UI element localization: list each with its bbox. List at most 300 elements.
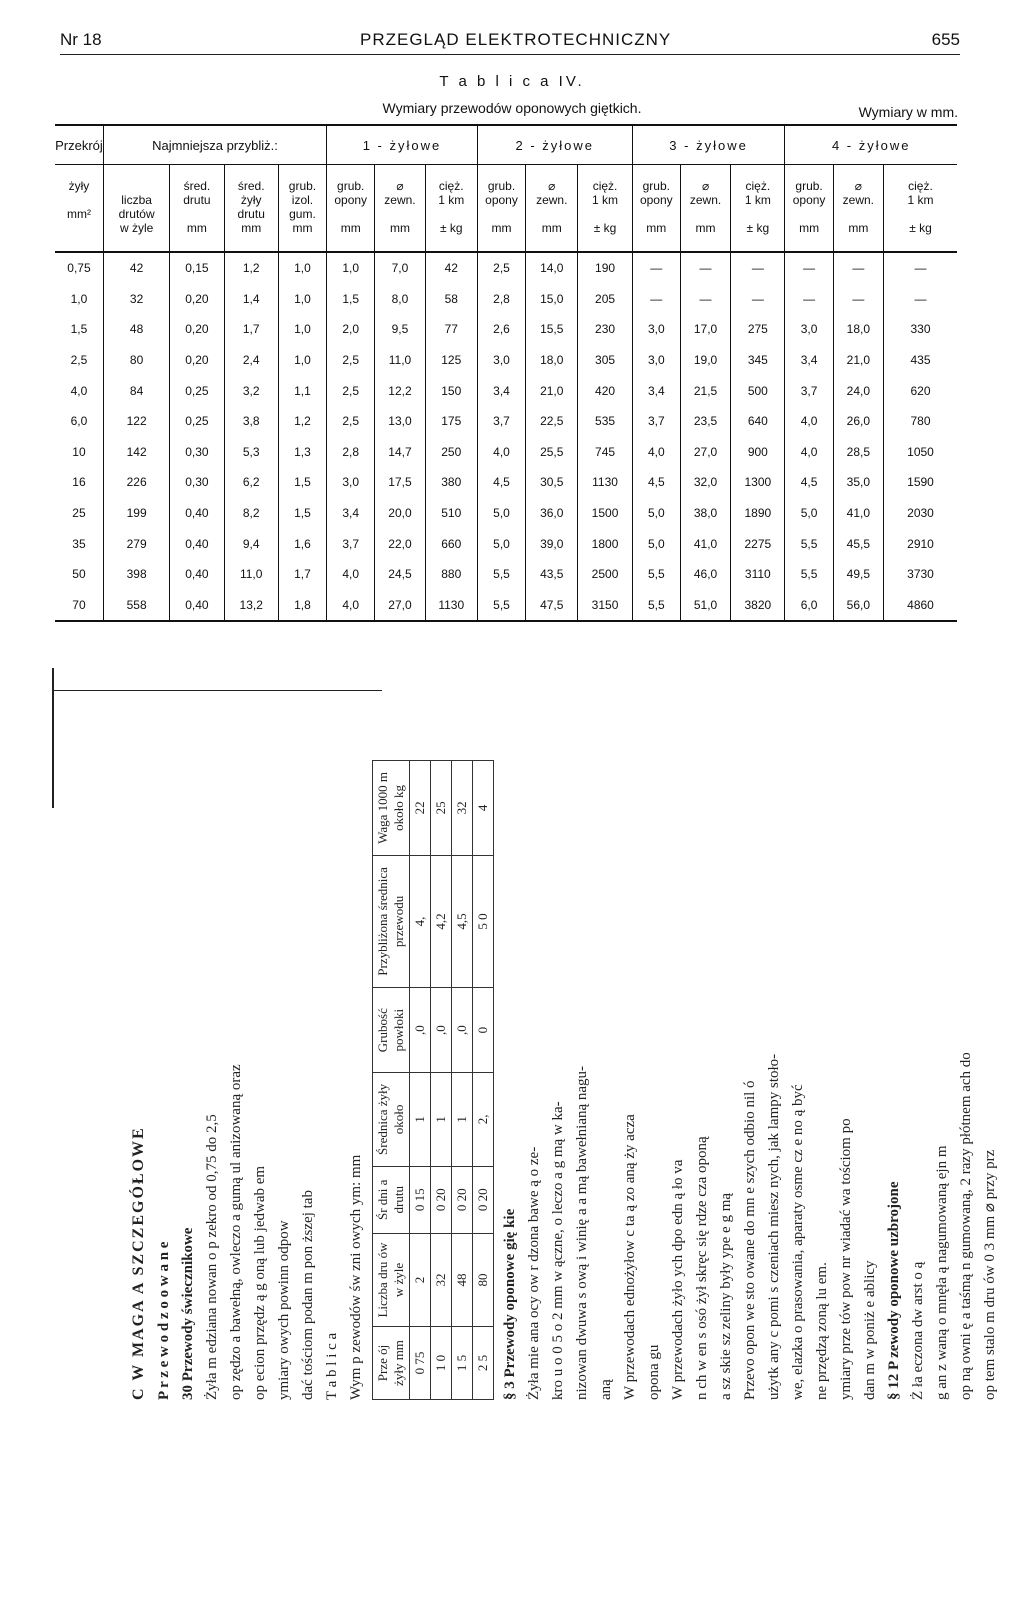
paragraph-line: Przevo opon we sto owane do mn e szych odbio nil ó xyxy=(742,1080,758,1400)
table-cell: 6,0 xyxy=(70,414,88,429)
table-cell: 3150 xyxy=(578,590,632,622)
table-cell: 1,0 xyxy=(70,291,88,306)
mini-table-cell: 0 xyxy=(473,988,494,1073)
table-cell: 4,0 xyxy=(70,383,88,398)
paragraph-line: ymiary prze tów pow nr wiadać wa tościom po xyxy=(838,1118,854,1400)
table-cell: 8,0 xyxy=(375,284,425,315)
table-cell: — xyxy=(731,252,785,284)
table-cell: 1590 xyxy=(883,467,957,498)
table-cell: 46,0 xyxy=(680,559,730,590)
table-cell: 3110 xyxy=(731,559,785,590)
table-cell: 25,5 xyxy=(526,437,578,468)
mini-table-cell: 0 20 xyxy=(452,1166,473,1233)
mini-header-cell: Śr dni a drutu xyxy=(373,1166,410,1233)
col-1-ciez: cięż. 1 km ± kg xyxy=(425,165,477,253)
table-cell: 24,0 xyxy=(833,375,883,406)
table-cell: 3,4 xyxy=(327,498,375,529)
table-row xyxy=(55,559,957,590)
table-cell: 5,0 xyxy=(632,528,680,559)
paragraph-line: a sz skie sz zeliny były ype e g mą xyxy=(718,1192,734,1400)
col-4-ciez: cięż. 1 km ± kg xyxy=(883,165,957,253)
three-core-header: 3 - żyłowe xyxy=(632,125,785,165)
table-cell: 3,4 xyxy=(785,345,833,376)
paragraph-line: Ż ła eczona dw arst o ą xyxy=(910,1261,926,1400)
mini-table-row xyxy=(452,761,473,1400)
mini-table-cell: 0 20 xyxy=(473,1166,494,1233)
table-cell: 36,0 xyxy=(526,498,578,529)
table-cell: 4,0 xyxy=(785,406,833,437)
table-cell: 398 xyxy=(103,559,169,590)
mini-table-cell: 5 0 xyxy=(473,855,494,987)
table-cell: — xyxy=(680,252,730,284)
table-cell: 640 xyxy=(731,406,785,437)
mini-table-row xyxy=(473,761,494,1400)
table-row xyxy=(55,528,957,559)
table-cell: 2,5 xyxy=(327,375,375,406)
table-cell: 0,15 xyxy=(170,252,224,284)
paragraph-line: ne przędzą zoną lu em. xyxy=(814,1262,830,1400)
table-cell: 226 xyxy=(103,467,169,498)
table-cell: — xyxy=(680,284,730,315)
four-core-header: 4 - żyłowe xyxy=(785,125,957,165)
table-cell: 510 xyxy=(425,498,477,529)
paragraph-line: op zędzo a bawełną, owleczo a gumą ul anizowaną oraz xyxy=(228,1064,244,1400)
mini-table-cell: 2 5 xyxy=(473,1327,494,1400)
table-row xyxy=(55,467,957,498)
table-cell: 275 xyxy=(731,314,785,345)
table-cell: 42 xyxy=(425,252,477,284)
table-cell: 250 xyxy=(425,437,477,468)
mini-table xyxy=(372,760,494,1400)
table-cell: 2030 xyxy=(883,498,957,529)
table-cell: 3,0 xyxy=(477,345,525,376)
table-cell: 3,0 xyxy=(632,314,680,345)
table-cell: 1130 xyxy=(578,467,632,498)
table-cell: 28,5 xyxy=(833,437,883,468)
table-cell: 380 xyxy=(425,467,477,498)
mini-table-cell: 4,2 xyxy=(431,855,452,987)
table-cell: 2,5 xyxy=(327,345,375,376)
mini-table-cell: 25 xyxy=(431,761,452,856)
table-cell: 21,0 xyxy=(833,345,883,376)
paragraph-line: W przewodach ednożyłow c ta ą zo aną ży acza xyxy=(622,1114,638,1400)
table-cell: 4,0 xyxy=(632,437,680,468)
table-cell: 5,0 xyxy=(477,498,525,529)
table-cell: 2,5 xyxy=(327,406,375,437)
table-cell: 24,5 xyxy=(375,559,425,590)
table-cell: 1,7 xyxy=(224,314,278,345)
table-cell: 20,0 xyxy=(375,498,425,529)
journal-title: PRZEGLĄD ELEKTROTECHNICZNY xyxy=(360,30,672,49)
table-cell: 10 xyxy=(72,444,86,459)
table-cell: 58 xyxy=(425,284,477,315)
mini-header-cell: Liczba dru ów w żyle xyxy=(373,1233,410,1326)
mini-table-cell: 1 xyxy=(431,1073,452,1166)
table-cell: 19,0 xyxy=(680,345,730,376)
table-cell: 50 xyxy=(72,567,86,582)
table-row xyxy=(55,375,957,406)
mini-table-cell: 0 15 xyxy=(410,1166,431,1233)
table-cell: 305 xyxy=(578,345,632,376)
mini-table-cell: 1 5 xyxy=(452,1327,473,1400)
top-rule xyxy=(52,690,382,691)
page-issue-number: Nr 18 xyxy=(60,30,102,49)
najmniejsza-header: Najmniejsza przybliż.: xyxy=(103,125,326,165)
col-2-ciez: cięż. 1 km ± kg xyxy=(578,165,632,253)
table-cell: 0,30 xyxy=(170,437,224,468)
table-cell: — xyxy=(731,284,785,315)
paragraph-line: opona gu xyxy=(646,1344,662,1400)
table-cell: 125 xyxy=(425,345,477,376)
table-cell: 0,20 xyxy=(170,345,224,376)
mini-table-cell: 0 75 xyxy=(410,1327,431,1400)
table-cell: 2,6 xyxy=(477,314,525,345)
table-cell: 3,7 xyxy=(477,406,525,437)
table-cell: 230 xyxy=(578,314,632,345)
table-cell: 4,0 xyxy=(327,559,375,590)
table-cell: 14,0 xyxy=(526,252,578,284)
table-cell: 0,40 xyxy=(170,498,224,529)
mini-table-cell: ,0 xyxy=(410,988,431,1073)
table-cell: 18,0 xyxy=(833,314,883,345)
col-3-ciez: cięż. 1 km ± kg xyxy=(731,165,785,253)
table-cell: 4,0 xyxy=(477,437,525,468)
mini-header-cell: Waga 1000 m około kg xyxy=(373,761,410,856)
table-cell: — xyxy=(632,284,680,315)
rotated-text-block xyxy=(130,760,998,1600)
col-3-grub-opony: grub. opony mm xyxy=(632,165,680,253)
table-row xyxy=(55,406,957,437)
table-row xyxy=(55,252,957,284)
col-2-grub-opony: grub. opony mm xyxy=(477,165,525,253)
table-cell: 3820 xyxy=(731,590,785,622)
paragraph-line: n ch w en s osó żył skręc się rdze cza oponą xyxy=(694,1136,710,1400)
table-cell: 49,5 xyxy=(833,559,883,590)
table-cell: 2,8 xyxy=(327,437,375,468)
table-cell: 1,5 xyxy=(327,284,375,315)
table-cell: 0,20 xyxy=(170,284,224,315)
table-cell: 2910 xyxy=(883,528,957,559)
table-cell: 1,0 xyxy=(278,345,326,376)
table-cell: 0,40 xyxy=(170,559,224,590)
paragraph-line: dan m w poniż e ablicy xyxy=(862,1260,878,1400)
table-cell: 345 xyxy=(731,345,785,376)
table-cell: 0,40 xyxy=(170,528,224,559)
table-cell: 38,0 xyxy=(680,498,730,529)
table-cell: 1,2 xyxy=(278,406,326,437)
mini-table-cell: 0 20 xyxy=(431,1166,452,1233)
table-cell: 42 xyxy=(103,252,169,284)
table-cell: 1,8 xyxy=(278,590,326,622)
table-cell: 26,0 xyxy=(833,406,883,437)
table-row xyxy=(55,345,957,376)
table-cell: 745 xyxy=(578,437,632,468)
mini-table-caption: T a b l i c a xyxy=(324,1332,340,1400)
table-cell: 4,5 xyxy=(632,467,680,498)
table-cell: 3,0 xyxy=(327,467,375,498)
paragraph-line: we, elazka o prasowania, aparaty osme cz e no ą być xyxy=(790,1084,806,1400)
units-note: Wymiary w mm. xyxy=(858,104,958,120)
table-cell: 23,5 xyxy=(680,406,730,437)
table-cell: 3,8 xyxy=(224,406,278,437)
table-cell: 1,0 xyxy=(278,314,326,345)
section-3-heading: § 3 Przewody oponowe gię kie xyxy=(502,1208,518,1400)
paragraph-line: nizowan dwuwa s ową i winię a a mą bawełnianą nagu- xyxy=(574,1065,590,1400)
table-cell: 1,0 xyxy=(278,284,326,315)
table-cell: 1,5 xyxy=(70,322,88,337)
table-cell: — xyxy=(785,284,833,315)
cable-dimensions-table xyxy=(55,124,957,622)
table-cell: 500 xyxy=(731,375,785,406)
rotated-title: C W MAGA A SZCZEGÓŁOWE xyxy=(130,1126,147,1400)
table-cell: 35,0 xyxy=(833,467,883,498)
mini-table-cell: 1 xyxy=(452,1073,473,1166)
mini-header-cell: Średnica żyły około xyxy=(373,1073,410,1166)
col-przekroj: żyły mm² xyxy=(55,165,103,253)
mini-header-cell: Prze ój żyły mm xyxy=(373,1327,410,1400)
table-cell: 1,0 xyxy=(327,252,375,284)
paragraph-line: W przewodach żyło ych dpo edn ą ło va xyxy=(670,1159,686,1400)
col-liczba-drutow: liczba drutów w żyle xyxy=(103,165,169,253)
mini-table-cell: 4 xyxy=(473,761,494,856)
left-margin-rule xyxy=(52,668,54,808)
table-cell: 15,5 xyxy=(526,314,578,345)
table-cell: 6,0 xyxy=(785,590,833,622)
col-sred-drutu: śred. drutu mm xyxy=(170,165,224,253)
table-cell: 2,5 xyxy=(70,353,88,368)
table-cell: 330 xyxy=(883,314,957,345)
mini-header-cell: Grubość powłoki xyxy=(373,988,410,1073)
two-core-header: 2 - żyłowe xyxy=(477,125,632,165)
table-cell: 620 xyxy=(883,375,957,406)
table-cell: 48 xyxy=(103,314,169,345)
mini-table-cell: 4, xyxy=(410,855,431,987)
table-cell: — xyxy=(883,284,957,315)
table-cell: 25 xyxy=(72,506,86,521)
table-cell: 660 xyxy=(425,528,477,559)
one-core-header: 1 - żyłowe xyxy=(327,125,478,165)
table-cell: 1500 xyxy=(578,498,632,529)
table-cell: 1,0 xyxy=(278,252,326,284)
table-cell: 1300 xyxy=(731,467,785,498)
column-header-row xyxy=(55,165,957,253)
table-cell: 880 xyxy=(425,559,477,590)
table-cell: 4,5 xyxy=(785,467,833,498)
table-cell: 18,0 xyxy=(526,345,578,376)
table-cell: 2,5 xyxy=(477,252,525,284)
table-cell: 22,0 xyxy=(375,528,425,559)
paragraph-line: op ecion przędz ą g oną lub jedwab em xyxy=(252,1165,268,1400)
table-cell: 1,6 xyxy=(278,528,326,559)
table-cell: 9,4 xyxy=(224,528,278,559)
table-cell: 535 xyxy=(578,406,632,437)
col-4-fi-zewn: ⌀ zewn. mm xyxy=(833,165,883,253)
table-cell: 21,0 xyxy=(526,375,578,406)
table-cell: 3,7 xyxy=(632,406,680,437)
table-cell: 9,5 xyxy=(375,314,425,345)
table-cell: 900 xyxy=(731,437,785,468)
mini-table-cell: 22 xyxy=(410,761,431,856)
col-1-fi-zewn: ⌀ zewn. mm xyxy=(375,165,425,253)
table-cell: 4,0 xyxy=(327,590,375,622)
table-cell: 2500 xyxy=(578,559,632,590)
table-cell: — xyxy=(785,252,833,284)
col-4-grub-opony: grub. opony mm xyxy=(785,165,833,253)
table-cell: 5,5 xyxy=(785,559,833,590)
col-1-grub-opony: grub. opony mm xyxy=(327,165,375,253)
table-cell: 27,0 xyxy=(680,437,730,468)
table-cell: 21,5 xyxy=(680,375,730,406)
table-cell: 13,2 xyxy=(224,590,278,622)
table-cell: 32 xyxy=(103,284,169,315)
table-cell: — xyxy=(833,284,883,315)
paragraph-line: Żyła m edziana nowan o p zekro od 0,75 do 2,5 xyxy=(204,1114,220,1400)
paragraph-line: użytk any c pomi s czeniach miesz nych, jak lampy stoło- xyxy=(766,1053,782,1400)
przekroj-header: Przekrój xyxy=(55,125,103,165)
table-cell: 0,20 xyxy=(170,314,224,345)
paragraph-line: ymiary owych powinn odpow xyxy=(276,1220,292,1400)
table-cell: 1890 xyxy=(731,498,785,529)
table-cell: 558 xyxy=(103,590,169,622)
mini-table-cell: 48 xyxy=(452,1233,473,1326)
table-cell: 175 xyxy=(425,406,477,437)
paragraph-line: op tem stalo m dru ów 0 3 mm ⌀ przy prz xyxy=(982,1149,998,1400)
group-header-row xyxy=(55,125,957,165)
table-cell: 11,0 xyxy=(375,345,425,376)
col-grub-izol: grub. izol. gum. mm xyxy=(278,165,326,253)
table-cell: 0,25 xyxy=(170,375,224,406)
mini-table-cell: 4,5 xyxy=(452,855,473,987)
section-12-heading: § 12 P zewody oponowe uzbrojone xyxy=(886,1181,902,1400)
table-cell: 2275 xyxy=(731,528,785,559)
section-30-heading: 30 Przewody świecznikowe xyxy=(180,1227,196,1400)
table-cell: 7,0 xyxy=(375,252,425,284)
table-cell: 35 xyxy=(72,536,86,551)
table-cell: 190 xyxy=(578,252,632,284)
table-cell: 70 xyxy=(55,590,103,622)
table-cell: 3,0 xyxy=(785,314,833,345)
table-row xyxy=(55,590,957,622)
table-cell: 12,2 xyxy=(375,375,425,406)
mini-table-cell: 2 xyxy=(410,1233,431,1326)
table-cell: 45,5 xyxy=(833,528,883,559)
table-row xyxy=(55,284,957,315)
table-cell: 5,0 xyxy=(785,498,833,529)
rotated-content xyxy=(130,760,998,1400)
table-cell: — xyxy=(883,252,957,284)
table-cell: 3,4 xyxy=(477,375,525,406)
page-number: 655 xyxy=(931,30,960,49)
table-cell: — xyxy=(833,252,883,284)
table-cell: 51,0 xyxy=(680,590,730,622)
mini-table-cell: ,0 xyxy=(452,988,473,1073)
table-cell: 2,8 xyxy=(477,284,525,315)
table-cell: 8,2 xyxy=(224,498,278,529)
table-cell: 2,0 xyxy=(327,314,375,345)
table-cell: 84 xyxy=(103,375,169,406)
table-cell: 4860 xyxy=(883,590,957,622)
table-cell: 17,0 xyxy=(680,314,730,345)
table-cell: 5,5 xyxy=(477,590,525,622)
table-cell: 1050 xyxy=(883,437,957,468)
mini-header-cell: Przybliżona średnica przewodu xyxy=(373,855,410,987)
table-cell: 5,0 xyxy=(632,498,680,529)
table-cell: 122 xyxy=(103,406,169,437)
table-cell: 3,2 xyxy=(224,375,278,406)
table-cell: 0,75 xyxy=(67,261,91,276)
table-cell: 4,0 xyxy=(785,437,833,468)
col-3-fi-zewn: ⌀ zewn. mm xyxy=(680,165,730,253)
table-cell: 47,5 xyxy=(526,590,578,622)
mini-table-subtitle: Wym p zewodów św zni owych ym: mm xyxy=(348,1154,364,1400)
table-cell: 32,0 xyxy=(680,467,730,498)
table-cell: 56,0 xyxy=(833,590,883,622)
table-cell: 11,0 xyxy=(224,559,278,590)
table-cell: — xyxy=(632,252,680,284)
mini-table-cell: 2, xyxy=(473,1073,494,1166)
table-caption: T a b l i c a IV. xyxy=(439,73,585,90)
table-cell: 16 xyxy=(72,475,86,490)
rotated-subtitle: P r z e w o d z o o w a n e xyxy=(156,1241,172,1400)
table-cell: 1,3 xyxy=(278,437,326,468)
table-cell: 1,1 xyxy=(278,375,326,406)
paragraph-line: g an z waną o mnęła ą nagumowaną ejn m xyxy=(934,1145,950,1400)
table-cell: 5,5 xyxy=(632,590,680,622)
table-cell: 15,0 xyxy=(526,284,578,315)
table-cell: 3,7 xyxy=(785,375,833,406)
page-header xyxy=(60,30,960,55)
table-cell: 1130 xyxy=(425,590,477,622)
table-cell: 3,4 xyxy=(632,375,680,406)
table-cell: 5,5 xyxy=(632,559,680,590)
table-cell: 39,0 xyxy=(526,528,578,559)
table-cell: 150 xyxy=(425,375,477,406)
table-cell: 4,5 xyxy=(477,467,525,498)
table-cell: 1,7 xyxy=(278,559,326,590)
paragraph-line: kro u o 0 5 o 2 mm w ączne, o leczo a g mą w ka- xyxy=(550,1101,566,1400)
paragraph-line: dać tościom podan m pon ższej tab xyxy=(300,1190,316,1400)
table-cell: 14,7 xyxy=(375,437,425,468)
mini-table-cell: 1 0 xyxy=(431,1327,452,1400)
table-cell: 205 xyxy=(578,284,632,315)
table-cell: 77 xyxy=(425,314,477,345)
table-cell: 41,0 xyxy=(833,498,883,529)
mini-table-row xyxy=(410,761,431,1400)
mini-table-cell: 32 xyxy=(452,761,473,856)
table-cell: 17,5 xyxy=(375,467,425,498)
table-cell: 1,5 xyxy=(278,467,326,498)
table-cell: 0,40 xyxy=(170,590,224,622)
table-cell: 142 xyxy=(103,437,169,468)
table-cell: 30,5 xyxy=(526,467,578,498)
table-cell: 13,0 xyxy=(375,406,425,437)
table-cell: 5,0 xyxy=(477,528,525,559)
table-cell: 3730 xyxy=(883,559,957,590)
col-sred-zyly: śred. żyły drutu mm xyxy=(224,165,278,253)
mini-table-cell: 1 xyxy=(410,1073,431,1166)
table-cell: 3,0 xyxy=(632,345,680,376)
table-cell: 3,7 xyxy=(327,528,375,559)
table-cell: 420 xyxy=(578,375,632,406)
table-cell: 435 xyxy=(883,345,957,376)
table-cell: 5,3 xyxy=(224,437,278,468)
table-row xyxy=(55,314,957,345)
table-cell: 1,2 xyxy=(224,252,278,284)
paragraph-line: op ną owni ę a taśmą n gumowaną, 2 razy płótnem ach do xyxy=(958,1052,974,1400)
table-cell: 780 xyxy=(883,406,957,437)
mini-table-cell: 32 xyxy=(431,1233,452,1326)
table-cell: 0,25 xyxy=(170,406,224,437)
